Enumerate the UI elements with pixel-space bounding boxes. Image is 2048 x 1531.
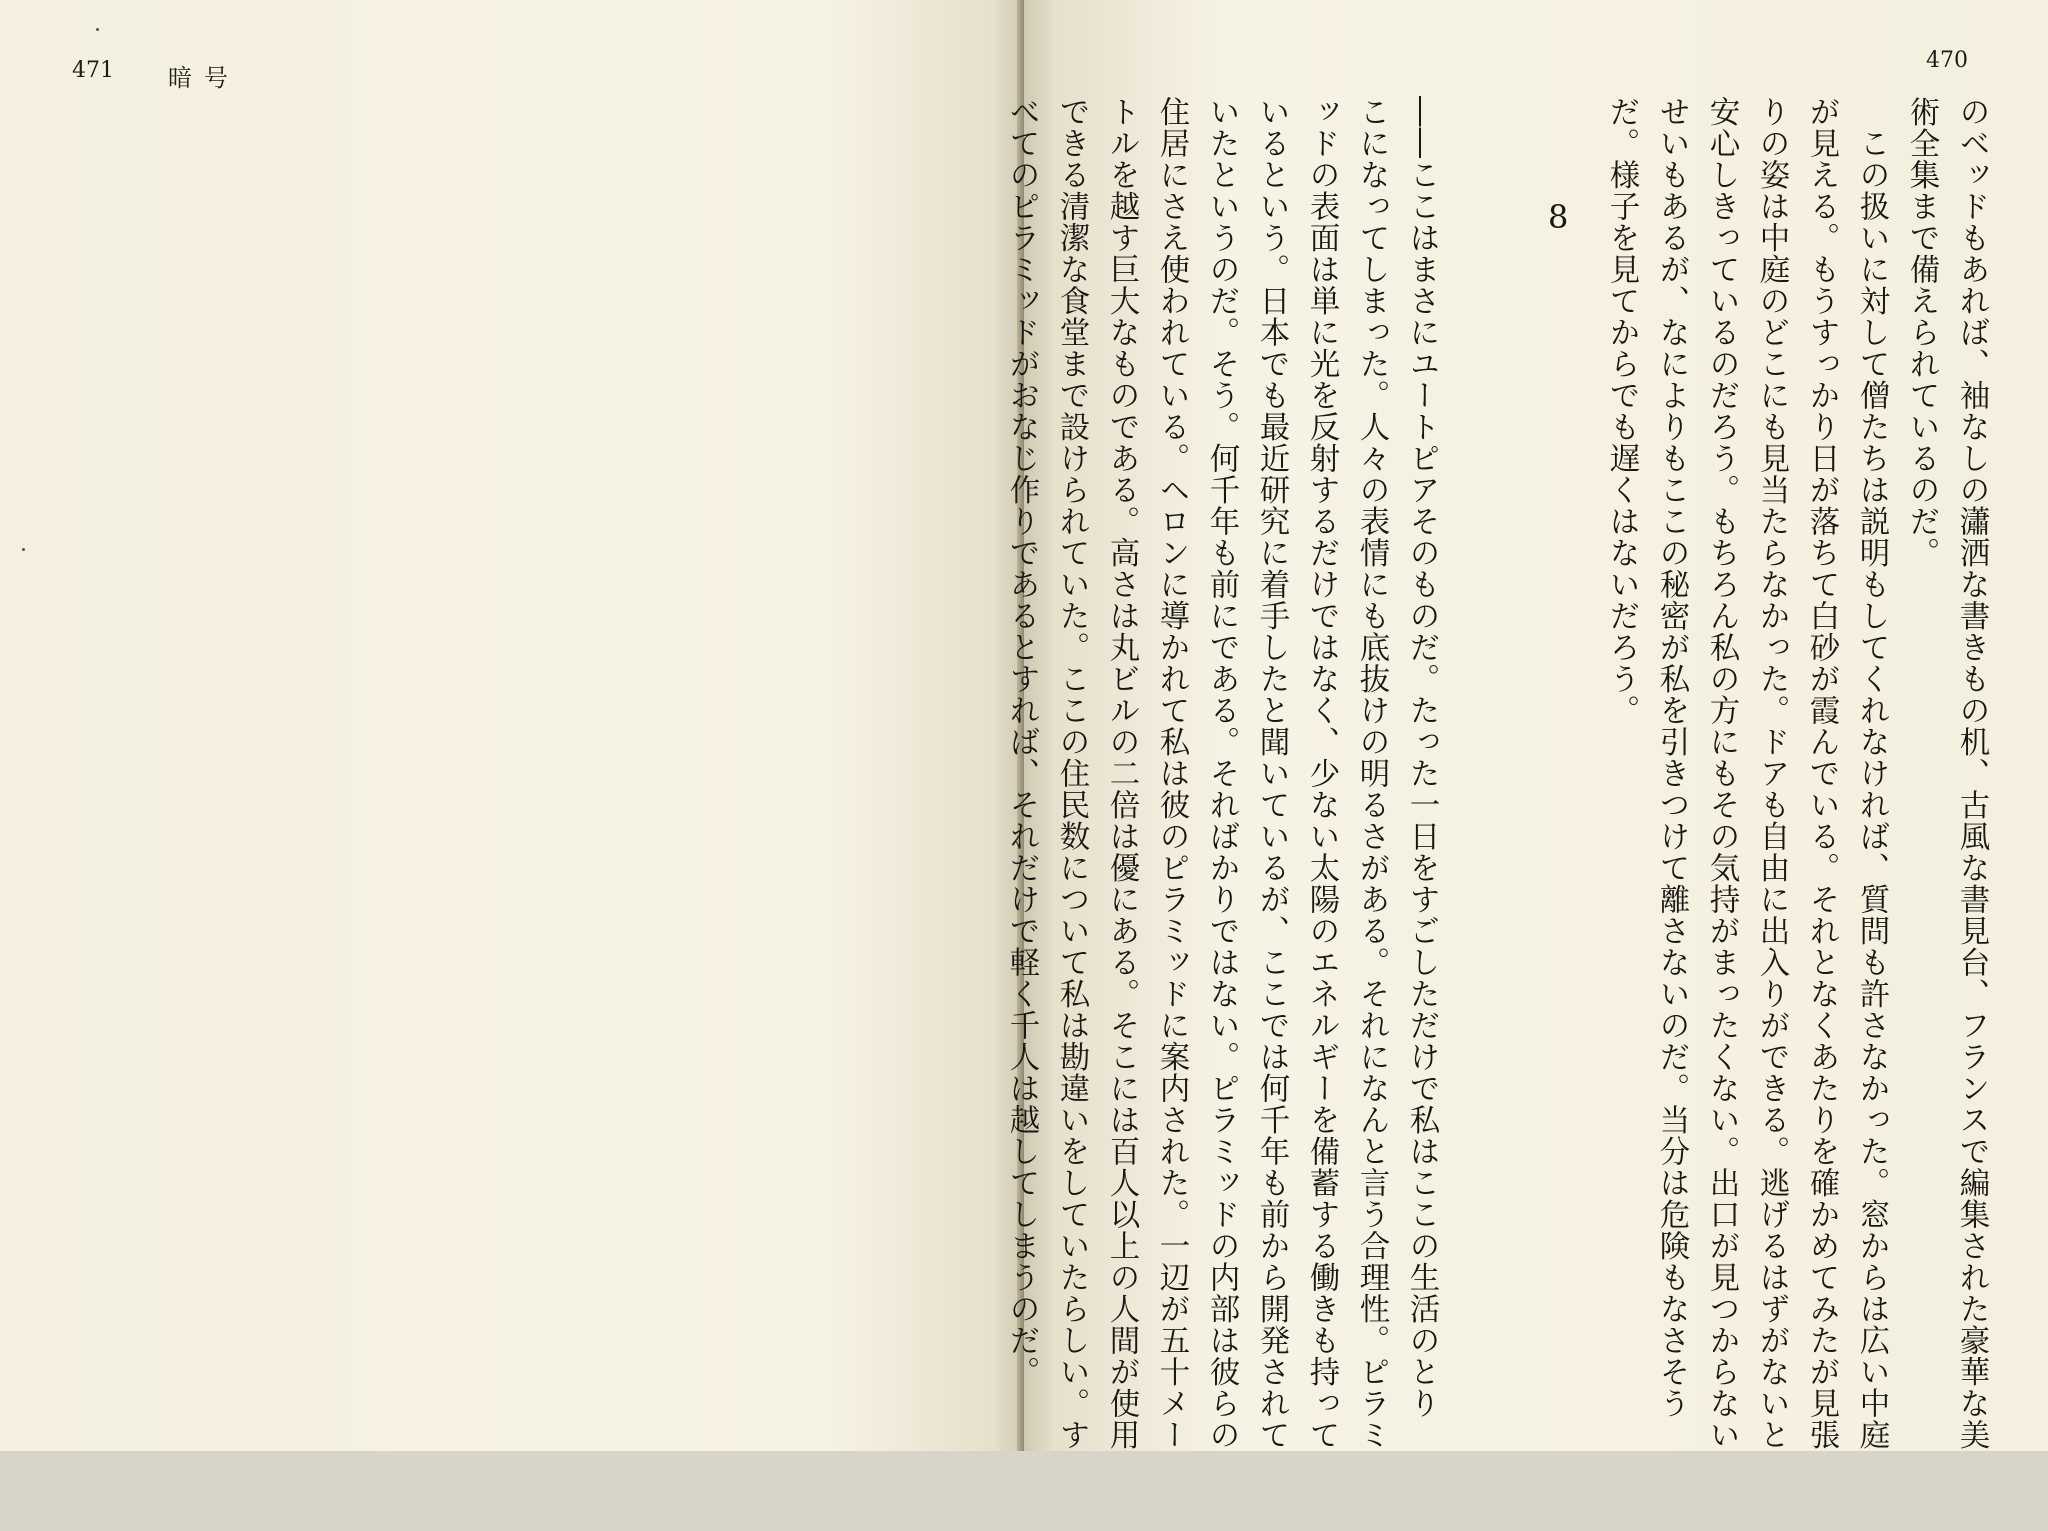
text-line: この扱いに対して僧たちは説明もしてくれなければ、質問も許さなかった。窓からは広い中庭: [1854, 96, 1889, 1451]
text-line: ――ここはまさにユートピアそのものだ。たった一日をすごしただけで私はここの生活のとり: [1404, 96, 1439, 1419]
text-line: 安心しきっているのだろう。もちろん私の方にもその気持がまったくない。出口が見つからない: [1704, 96, 1739, 1451]
text-line: ッドの表面は単に光を反射するだけではなく、少ない太陽のエネルギーを備蓄する働きも持って: [1304, 96, 1339, 1451]
text-line: せいもあるが、なによりもここの秘密が私を引きつけて離さないのだ。当分は危険もなさそう: [1654, 96, 1689, 1419]
running-title: 暗号: [168, 64, 240, 92]
text-line: こになってしまった。人々の表情にも底抜けの明るさがある。それになんと言う合理性。ピラミ: [1354, 96, 1389, 1451]
chapter-number: 8: [1548, 198, 1569, 236]
text-line: [1546, 96, 1596, 1416]
left-page-number: 471: [72, 58, 114, 83]
text-line: [1446, 96, 1496, 1416]
text-line: が見える。もうすっかり日が落ちて白砂が霞んでいる。それとなくあたりを確かめてみたが見張: [1804, 96, 1839, 1451]
text-line: いたというのだ。そう。何千年も前にである。そればかりではない。ピラミッドの内部は彼らの: [1204, 96, 1239, 1451]
text-line: [1496, 96, 1546, 1416]
print-speck: [22, 548, 25, 551]
left-page: [0, 0, 1024, 1451]
print-speck: [96, 28, 99, 31]
right-body-text: [996, 96, 1996, 1451]
text-line: いるという。日本でも最近研究に着手したと聞いているが、ここでは何千年も前から開発されて: [1254, 96, 1289, 1451]
text-line: できる清潔な食堂まで設けられていた。ここの住民数について私は勘違いをしていたらしい。す: [1054, 96, 1089, 1451]
right-page-number: 470: [1926, 48, 1968, 73]
text-line: 術全集まで備えられているのだ。: [1904, 96, 1939, 569]
text-line: トルを越す巨大なものである。高さは丸ビルの二倍は優にある。そこには百人以上の人間が使用: [1104, 96, 1139, 1451]
text-line: 住居にさえ使われている。ヘロンに導かれて私は彼のピラミッドに案内された。一辺が五十メー: [1154, 96, 1189, 1451]
text-line: だ。様子を見てからでも遅くはないだろう。: [1604, 96, 1639, 726]
text-line: りの姿は中庭のどこにも見当たらなかった。ドアも自由に出入りができる。逃げるはずがないと: [1754, 96, 1789, 1451]
text-line: のベッドもあれば、袖なしの瀟洒な書きもの机、古風な書見台、フランスで編集された豪華な美: [1954, 96, 1989, 1451]
text-line: べてのピラミッドがおなじ作りであるとすれば、それだけで軽く千人は越してしまうのだ。: [1004, 96, 1039, 1388]
